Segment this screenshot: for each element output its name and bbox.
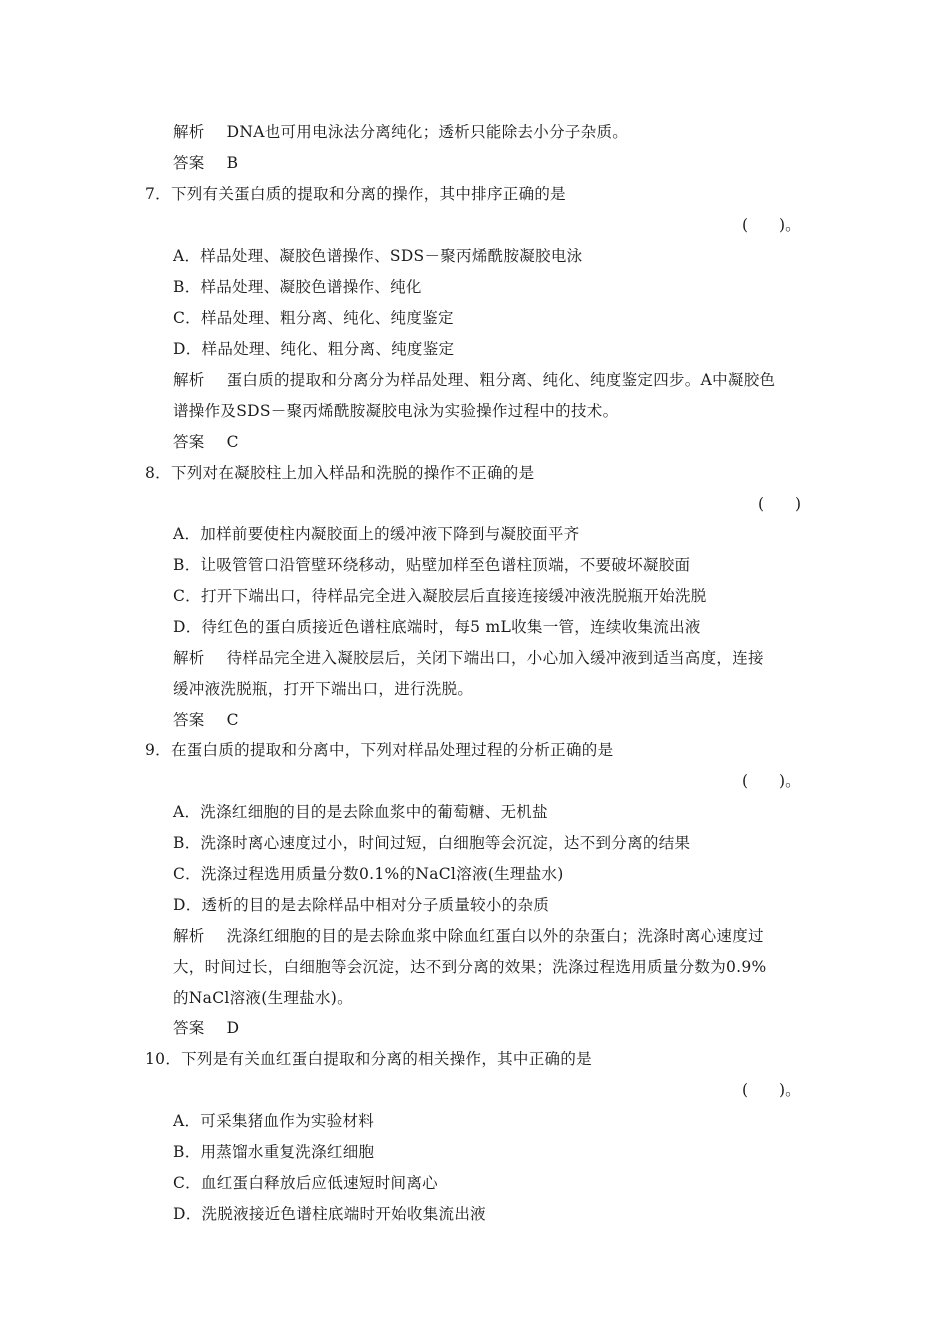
q8-option-a: A．加样前要使柱内凝胶面上的缓冲液下降到与凝胶面平齐 (173, 525, 580, 543)
q8-option-c: C．打开下端出口，待样品完全进入凝胶层后直接连接缓冲液洗脱瓶开始洗脱 (173, 587, 707, 605)
prev-answer (173, 153, 238, 173)
answer-label: 答案 (173, 433, 205, 451)
q8-answer-blank: ( ) (758, 495, 802, 513)
explanation-text: DNA也可用电泳法分离纯化；透析只能除去小分子杂质。 (226, 123, 629, 141)
answer-value: C (226, 711, 239, 729)
q9-option-b: B．洗涤时离心速度过小，时间过短，白细胞等会沉淀，达不到分离的结果 (173, 834, 691, 852)
explanation-text: 蛋白质的提取和分离分为样品处理、粗分离、纯化、纯度鉴定四步。A中凝胶色 (226, 371, 776, 389)
q9-explanation-3: 的NaCl溶液(生理盐水)。 (173, 989, 353, 1007)
q10-answer-blank: ( )。 (742, 1081, 801, 1099)
q10-option-c: C．血红蛋白释放后应低速短时间离心 (173, 1174, 438, 1192)
explanation-label: 解析 (173, 649, 205, 667)
q9-answer (173, 1018, 239, 1038)
q7-option-c: C．样品处理、粗分离、纯化、纯度鉴定 (173, 309, 454, 327)
q10-option-b: B．用蒸馏水重复洗涤红细胞 (173, 1143, 375, 1161)
explanation-label: 解析 (173, 927, 205, 945)
explanation-label: 解析 (173, 371, 205, 389)
q8-answer (173, 710, 239, 730)
q9-option-d: D．透析的目的是去除样品中相对分子质量较小的杂质 (173, 896, 550, 914)
q9-explanation-2: 大，时间过长，白细胞等会沉淀，达不到分离的效果；洗涤过程选用质量分数为0.9% (173, 958, 767, 976)
explanation-label: 解析 (173, 123, 205, 141)
q9-stem: 9．在蛋白质的提取和分离中，下列对样品处理过程的分析正确的是 (145, 741, 614, 759)
q10-stem: 10．下列是有关血红蛋白提取和分离的相关操作，其中正确的是 (145, 1050, 592, 1068)
q9-answer-blank: ( )。 (742, 772, 801, 790)
q9-option-c: C．洗涤过程选用质量分数0.1%的NaCl溶液(生理盐水) (173, 865, 564, 883)
q8-explanation-1 (173, 648, 764, 668)
answer-value: C (226, 433, 239, 451)
q8-explanation-2: 缓冲液洗脱瓶，打开下端出口，进行洗脱。 (173, 680, 474, 698)
q9-option-a: A．洗涤红细胞的目的是去除血浆中的葡萄糖、无机盐 (173, 803, 548, 821)
q7-option-b: B．样品处理、凝胶色谱操作、纯化 (173, 278, 422, 296)
q10-option-d: D．洗脱液接近色谱柱底端时开始收集流出液 (173, 1205, 486, 1223)
q10-option-a: A．可采集猪血作为实验材料 (173, 1112, 375, 1130)
q8-option-b: B．让吸管管口沿管壁环绕移动，贴壁加样至色谱柱顶端，不要破坏凝胶面 (173, 556, 691, 574)
q8-stem: 8．下列对在凝胶柱上加入样品和洗脱的操作不正确的是 (145, 464, 535, 482)
q7-explanation-1 (173, 370, 775, 390)
answer-label: 答案 (173, 711, 205, 729)
answer-label: 答案 (173, 1019, 205, 1037)
q7-option-a: A．样品处理、凝胶色谱操作、SDS－聚丙烯酰胺凝胶电泳 (173, 247, 583, 265)
q7-explanation-2: 谱操作及SDS－聚丙烯酰胺凝胶电泳为实验操作过程中的技术。 (173, 402, 619, 420)
q8-option-d: D．待红色的蛋白质接近色谱柱底端时，每5 mL收集一管，连续收集流出液 (173, 618, 701, 636)
answer-value: D (226, 1019, 240, 1037)
q9-explanation-1 (173, 926, 764, 946)
explanation-text: 待样品完全进入凝胶层后，关闭下端出口，小心加入缓冲液到适当高度，连接 (226, 649, 764, 667)
q7-stem: 7．下列有关蛋白质的提取和分离的操作，其中排序正确的是 (145, 185, 566, 203)
answer-label: 答案 (173, 154, 205, 172)
q7-answer-blank: ( )。 (742, 216, 801, 234)
explanation-text: 洗涤红细胞的目的是去除血浆中除血红蛋白以外的杂蛋白；洗涤时离心速度过 (226, 927, 764, 945)
answer-value: B (226, 154, 239, 172)
prev-explanation (173, 122, 628, 142)
q7-option-d: D．样品处理、纯化、粗分离、纯度鉴定 (173, 340, 455, 358)
q7-answer (173, 432, 239, 452)
